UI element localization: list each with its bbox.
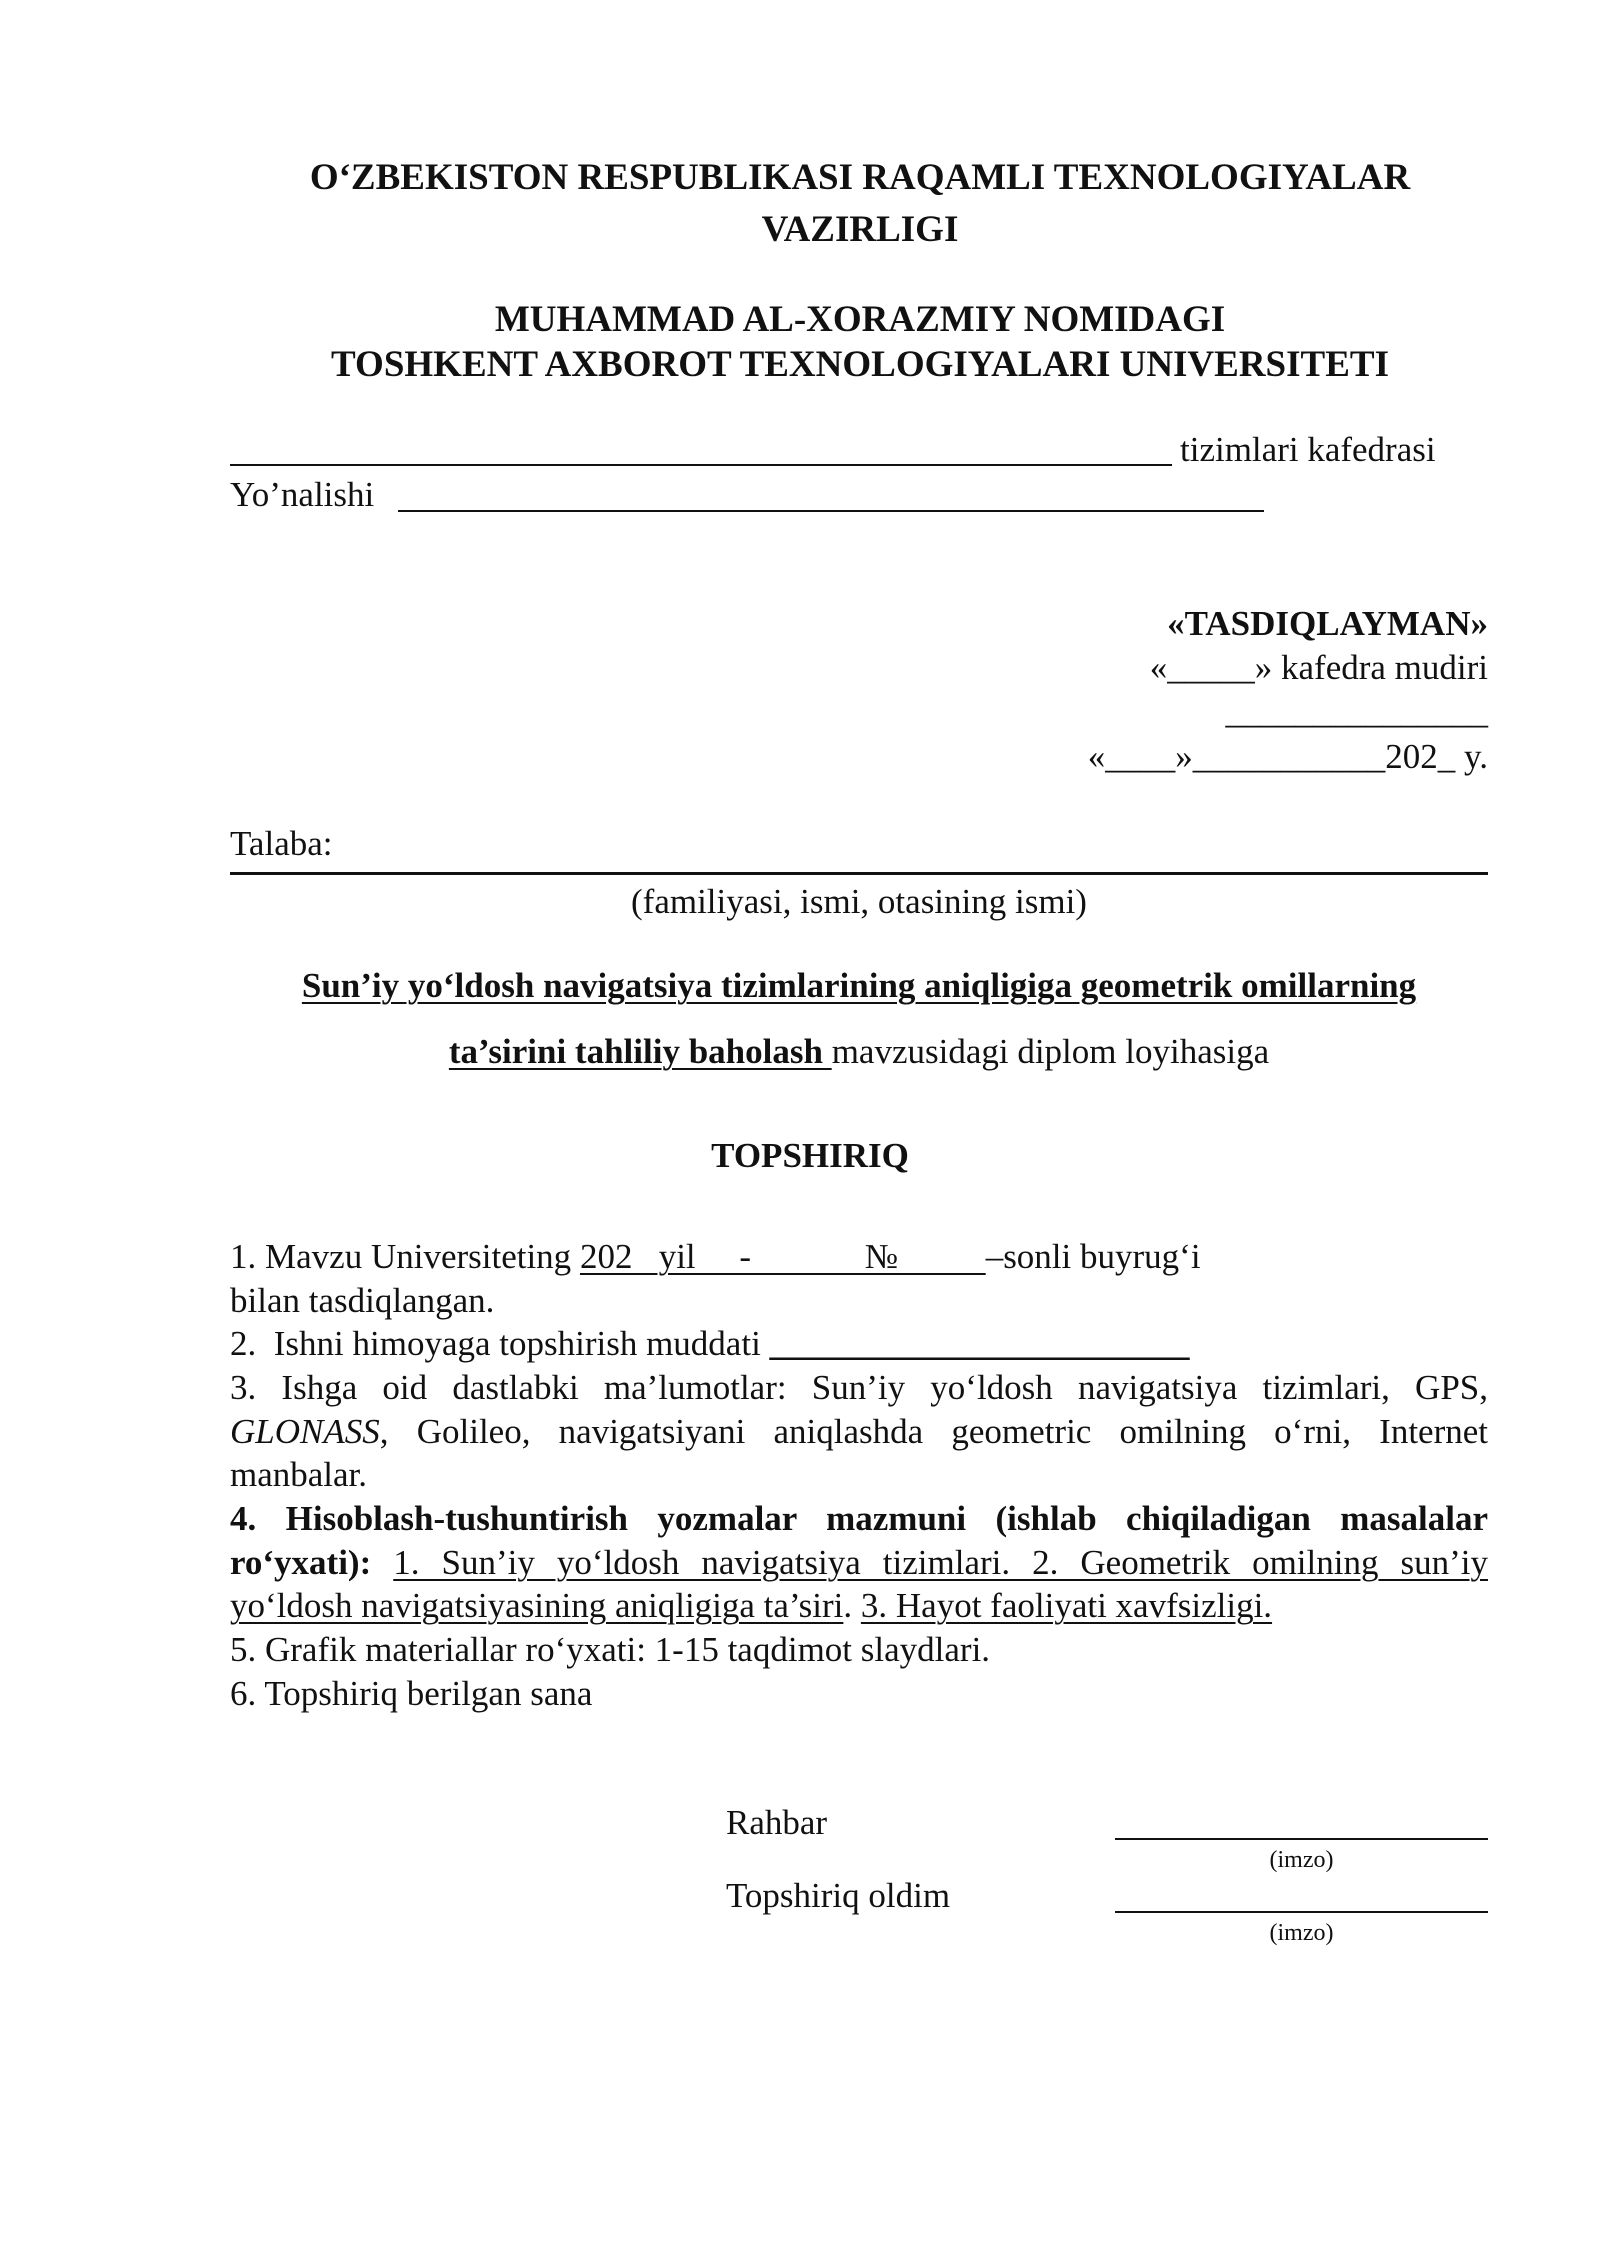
assignment-title: TOPSHIRIQ: [711, 1136, 909, 1175]
university-title-line1: MUHAMMAD AL-XORAZMIY NOMIDAGI: [494, 299, 1226, 340]
yonalishi-blank-line: [398, 510, 1264, 512]
university-title-line2: TOSHKENT AXBOROT TEXNOLOGIYALARI UNIVERSITETI: [331, 344, 1389, 385]
approval-title: «TASDIQLAYMAN»: [1167, 604, 1488, 643]
item3-line2-rest: , Golileo, navigatsiyani aniqlashda geometric omilning o‘rni, Internet: [379, 1411, 1488, 1451]
item4-dot: .: [843, 1586, 861, 1625]
item4-line3: [230, 1584, 1488, 1628]
item4-line1: 4. Hisoblash-tushuntirish yozmalar mazmuni (ishlab chiqiladigan masalalar: [230, 1499, 1488, 1538]
item1-suffix: –sonli buyrug‘i: [985, 1237, 1201, 1276]
topic-line1: Sun’iy yo‘ldosh navigatsiya tizimlarining aniqligiga geometrik omillarning: [301, 966, 1417, 1005]
topic-line2: [230, 1030, 1488, 1074]
yonalishi-label: Yo’nalishi: [230, 475, 375, 514]
item1-line1: [230, 1235, 1201, 1279]
item4-topics-c: 3. Hayot faoliyati xavfsizligi.: [860, 1586, 1273, 1625]
student-signature-line: [1115, 1911, 1488, 1913]
item2-blank: ________________________: [769, 1324, 1190, 1363]
topshiriq-oldim-label: Topshiriq oldim: [726, 1876, 951, 1915]
item1-order-fields: 202 yil - №: [579, 1237, 986, 1276]
item1-line2: bilan tasdiqlangan.: [230, 1281, 495, 1320]
item4-label: ro‘yxati):: [230, 1542, 372, 1582]
student-name-line: [230, 872, 1488, 875]
item3-line3: manbalar.: [230, 1455, 368, 1494]
item4-line2: [230, 1541, 1488, 1585]
item3: [230, 1366, 1488, 1497]
ministry-title-line1: O‘ZBEKISTON RESPUBLIKASI RAQAMLI TEXNOLOGIYALAR: [309, 157, 1411, 198]
item3-line1: 3. Ishga oid dastlabki ma’lumotlar: Sun’iy yo‘ldosh navigatsiya tizimlari, GPS,: [230, 1368, 1488, 1407]
rahbar-signature-line: [1115, 1838, 1488, 1840]
approval-date-line: «____»___________202_ y.: [1087, 737, 1488, 776]
item3-glonass: GLONASS: [230, 1411, 380, 1451]
kafedra-blank-line: [230, 464, 1172, 466]
student-caption: (familiyasi, ismi, otasining ismi): [631, 882, 1087, 921]
student-label: Talaba:: [230, 824, 333, 863]
item3-line2: [230, 1410, 1488, 1454]
item4-topics-b: yo‘ldosh navigatsiyasining aniqligiga ta’siri: [230, 1586, 844, 1625]
item2-label: 2. Ishni himoyaga topshirish muddati: [230, 1324, 770, 1363]
approval-signature-blank: _______________: [1225, 692, 1488, 731]
approval-head-line: «_____» kafedra mudiri: [1149, 648, 1488, 687]
topic-underlined: ta’sirini tahliliy baholash: [448, 1032, 832, 1071]
kafedra-label: tizimlari kafedrasi: [1180, 430, 1436, 469]
item6: 6. Topshiriq berilgan sana: [230, 1674, 593, 1713]
item5: 5. Grafik materiallar ro‘yxati: 1-15 taqdimot slaydlari.: [230, 1630, 991, 1669]
rahbar-label: Rahbar: [726, 1803, 828, 1842]
item4: [230, 1497, 1488, 1628]
item2: [230, 1322, 1190, 1366]
item1-prefix: 1. Mavzu Universiteting: [230, 1237, 580, 1276]
ministry-title-line2: VAZIRLIGI: [761, 209, 959, 250]
student-imzo-caption: (imzo): [1269, 1920, 1334, 1946]
topic-suffix: mavzusidagi diplom loyihasiga: [831, 1032, 1270, 1071]
rahbar-imzo-caption: (imzo): [1269, 1847, 1334, 1873]
item4-topics-a: 1. Sun’iy yo‘ldosh navigatsiya tizimlari. 2. Geometrik omilning sun’iy: [393, 1542, 1488, 1582]
